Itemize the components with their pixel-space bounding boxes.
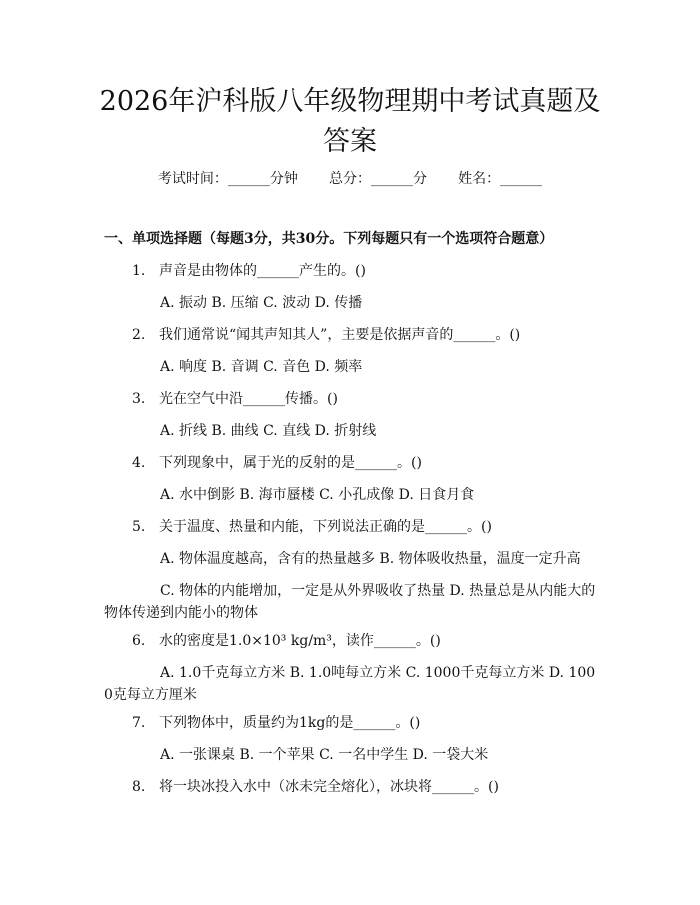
question-2-options: A. 响度 B. 音调 C. 音色 D. 频率: [160, 359, 363, 375]
score-blank: ______: [371, 171, 413, 187]
document-title: 2026年沪科版八年级物理期中考试真题及答案: [99, 86, 601, 157]
question-7: [132, 712, 420, 734]
question-text: 下列物体中，质量约为1kg的是______。(): [159, 715, 421, 731]
question-number: 3.: [132, 391, 146, 407]
question-number: 5.: [132, 519, 146, 535]
question-3: [132, 388, 338, 410]
question-number: 7.: [132, 715, 146, 731]
question-number: 8.: [132, 779, 146, 795]
score-label: 总分：: [329, 171, 371, 187]
question-text: 关于温度、热量和内能，下列说法正确的是______。(): [159, 519, 492, 535]
time-unit: 分钟: [269, 171, 298, 187]
question-1: [132, 260, 366, 282]
question-6: [132, 630, 441, 652]
time-label: 考试时间：: [157, 171, 228, 187]
question-1-options: A. 振动 B. 压缩 C. 波动 D. 传播: [160, 295, 363, 311]
question-8: [132, 776, 499, 798]
question-text: 声音是由物体的______产生的。(): [159, 263, 366, 279]
question-text: 光在空气中沿______传播。(): [159, 391, 338, 407]
question-text: 下列现象中，属于光的反射的是______。(): [159, 455, 422, 471]
question-number: 1.: [132, 263, 146, 279]
exam-info-row: [0, 168, 700, 190]
question-4-options: A. 水中倒影 B. 海市蜃楼 C. 小孔成像 D. 日食月食: [160, 487, 475, 503]
question-text: 水的密度是1.0×10³ kg/m³，读作______。(): [159, 633, 441, 649]
section-heading: 一、单项选择题（每题3分，共30分。下列每题只有一个选项符合题意）: [104, 231, 554, 247]
name-label: 姓名：: [458, 171, 501, 187]
question-text: 我们通常说“闻其声知其人”，主要是依据声音的______。(): [159, 327, 521, 343]
question-6-options: A. 1.0千克每立方米 B. 1.0吨每立方米 C. 1000千克每立方米 D. 1000克每立方厘米: [104, 665, 596, 703]
score-unit: 分: [413, 171, 427, 187]
question-5-options-line-2: C. 物体的内能增加，一定是从外界吸收了热量 D. 热量总是从内能大的物体传递到内能小的物体: [104, 583, 596, 621]
question-number: 2.: [132, 327, 146, 343]
name-blank: ______: [500, 171, 543, 187]
question-5: [132, 516, 492, 538]
time-blank: ______: [227, 171, 270, 187]
question-2: [132, 324, 520, 346]
question-4: [132, 452, 422, 474]
question-3-options: A. 折线 B. 曲线 C. 直线 D. 折射线: [160, 423, 377, 439]
question-number: 6.: [132, 633, 146, 649]
question-text: 将一块冰投入水中（冰未完全熔化），冰块将______。(): [159, 779, 499, 795]
question-7-options: A. 一张课桌 B. 一个苹果 C. 一名中学生 D. 一袋大米: [160, 747, 489, 763]
question-5-options-line-1: A. 物体温度越高，含有的热量越多 B. 物体吸收热量，温度一定升高: [160, 551, 581, 567]
question-number: 4.: [132, 455, 146, 471]
